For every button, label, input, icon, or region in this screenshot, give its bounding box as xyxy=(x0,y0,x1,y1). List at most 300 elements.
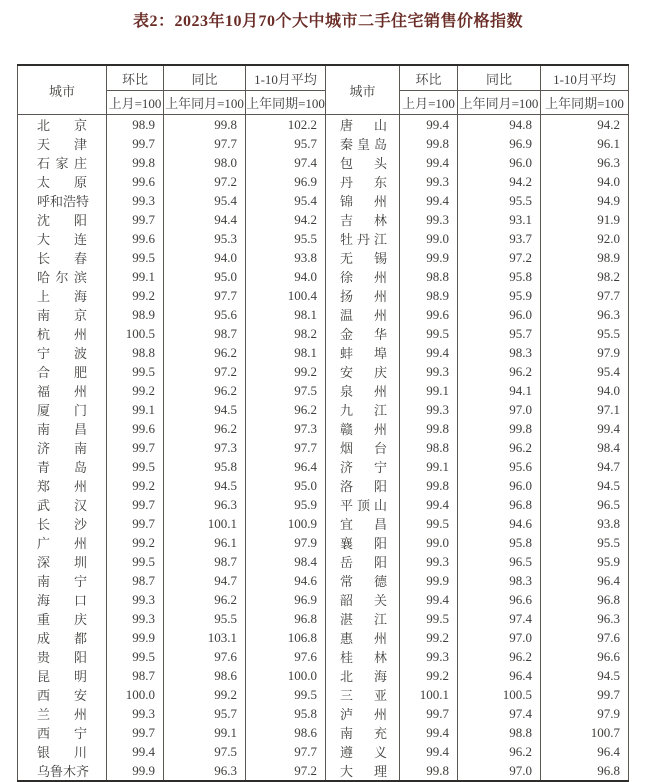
avg-value-cell: 99.2 xyxy=(246,362,326,381)
mom-value-cell: 99.4 xyxy=(107,742,164,761)
header-city-left: 城市 xyxy=(18,65,107,115)
city-name: 郑 州 xyxy=(37,479,87,494)
city-name: 秦 皇 岛 xyxy=(340,137,387,152)
table-row xyxy=(18,248,629,267)
yoy-value-cell: 95.7 xyxy=(458,324,541,343)
city-cell xyxy=(18,666,107,685)
mom-value-cell: 99.4 xyxy=(400,343,458,362)
city-name: 九 江 xyxy=(340,403,387,418)
avg-value-cell: 96.9 xyxy=(246,590,326,609)
yoy-value-cell: 98.7 xyxy=(164,552,246,571)
mom-value-cell: 99.3 xyxy=(400,172,458,191)
mom-value-cell: 100.1 xyxy=(400,685,458,704)
mom-value-cell: 99.5 xyxy=(400,324,458,343)
table-row xyxy=(18,115,629,135)
table-row xyxy=(18,723,629,742)
avg-value-cell: 94.2 xyxy=(541,115,629,135)
city-cell xyxy=(18,229,107,248)
city-cell xyxy=(18,761,107,781)
yoy-value-cell: 96.1 xyxy=(164,533,246,552)
yoy-value-cell: 96.2 xyxy=(164,381,246,400)
city-cell xyxy=(326,685,400,704)
mom-value-cell: 99.6 xyxy=(400,305,458,324)
avg-value-cell: 93.8 xyxy=(541,514,629,533)
avg-value-cell: 98.9 xyxy=(541,248,629,267)
city-cell xyxy=(18,419,107,438)
mom-value-cell: 99.8 xyxy=(400,134,458,153)
avg-value-cell: 100.0 xyxy=(246,666,326,685)
city-cell xyxy=(18,514,107,533)
city-name: 大 连 xyxy=(37,232,87,247)
yoy-value-cell: 94.2 xyxy=(458,172,541,191)
city-name: 吉 林 xyxy=(340,213,387,228)
mom-value-cell: 99.7 xyxy=(107,723,164,742)
mom-value-cell: 99.4 xyxy=(400,153,458,172)
table-row xyxy=(18,343,629,362)
mom-value-cell: 99.8 xyxy=(107,153,164,172)
avg-value-cell: 95.9 xyxy=(541,552,629,571)
city-cell xyxy=(18,381,107,400)
mom-value-cell: 99.5 xyxy=(400,609,458,628)
city-cell xyxy=(326,438,400,457)
city-name: 深 圳 xyxy=(37,555,87,570)
avg-value-cell: 94.0 xyxy=(246,267,326,286)
yoy-value-cell: 96.0 xyxy=(458,476,541,495)
city-cell xyxy=(18,628,107,647)
table-row xyxy=(18,153,629,172)
city-name: 南 昌 xyxy=(37,422,87,437)
city-cell xyxy=(18,685,107,704)
city-cell xyxy=(18,210,107,229)
city-name: 宁 波 xyxy=(37,346,87,361)
avg-value-cell: 96.6 xyxy=(541,647,629,666)
avg-value-cell: 95.0 xyxy=(246,476,326,495)
city-name: 广 州 xyxy=(37,536,87,551)
avg-value-cell: 94.0 xyxy=(541,172,629,191)
header-yoy-base-left: 上年同月=100 xyxy=(164,91,246,115)
city-name: 海 口 xyxy=(37,593,87,608)
yoy-value-cell: 95.9 xyxy=(458,286,541,305)
city-name: 贵 阳 xyxy=(37,650,87,665)
avg-value-cell: 94.5 xyxy=(541,666,629,685)
city-name: 福 州 xyxy=(37,384,87,399)
city-cell xyxy=(326,134,400,153)
mom-value-cell: 99.5 xyxy=(400,514,458,533)
table-row xyxy=(18,419,629,438)
city-name: 金 华 xyxy=(340,327,387,342)
avg-value-cell: 96.4 xyxy=(541,742,629,761)
table-row xyxy=(18,761,629,781)
table-row xyxy=(18,476,629,495)
city-name: 长 春 xyxy=(37,251,87,266)
city-name: 桂 林 xyxy=(340,650,387,665)
mom-value-cell: 99.8 xyxy=(400,761,458,781)
mom-value-cell: 99.7 xyxy=(107,495,164,514)
mom-value-cell: 99.7 xyxy=(107,134,164,153)
mom-value-cell: 99.4 xyxy=(400,115,458,135)
mom-value-cell: 99.4 xyxy=(400,723,458,742)
city-cell xyxy=(18,495,107,514)
avg-value-cell: 94.9 xyxy=(541,191,629,210)
city-cell xyxy=(18,248,107,267)
city-cell xyxy=(326,191,400,210)
yoy-value-cell: 99.2 xyxy=(164,685,246,704)
mom-value-cell: 98.7 xyxy=(107,666,164,685)
mom-value-cell: 99.5 xyxy=(107,248,164,267)
avg-value-cell: 97.6 xyxy=(246,647,326,666)
header-row-bases xyxy=(18,91,629,115)
avg-value-cell: 93.8 xyxy=(246,248,326,267)
avg-value-cell: 96.8 xyxy=(246,609,326,628)
city-cell xyxy=(326,229,400,248)
city-name: 天 津 xyxy=(37,137,87,152)
yoy-value-cell: 94.5 xyxy=(164,476,246,495)
avg-value-cell: 99.4 xyxy=(541,419,629,438)
city-cell xyxy=(18,191,107,210)
city-cell xyxy=(326,419,400,438)
city-cell xyxy=(326,704,400,723)
city-cell xyxy=(326,286,400,305)
city-cell xyxy=(326,609,400,628)
city-cell xyxy=(326,153,400,172)
city-name: 杭 州 xyxy=(37,327,87,342)
mom-value-cell: 99.2 xyxy=(107,381,164,400)
yoy-value-cell: 96.4 xyxy=(458,666,541,685)
city-name: 惠 州 xyxy=(340,631,387,646)
table-row xyxy=(18,381,629,400)
avg-value-cell: 98.4 xyxy=(541,438,629,457)
yoy-value-cell: 94.8 xyxy=(458,115,541,135)
city-cell xyxy=(18,476,107,495)
yoy-value-cell: 95.5 xyxy=(458,191,541,210)
table-row xyxy=(18,191,629,210)
yoy-value-cell: 98.6 xyxy=(164,666,246,685)
avg-value-cell: 96.1 xyxy=(541,134,629,153)
city-name: 洛 阳 xyxy=(340,479,387,494)
avg-value-cell: 100.7 xyxy=(541,723,629,742)
avg-value-cell: 98.2 xyxy=(541,267,629,286)
avg-value-cell: 95.4 xyxy=(246,191,326,210)
yoy-value-cell: 95.6 xyxy=(164,305,246,324)
yoy-value-cell: 97.0 xyxy=(458,400,541,419)
avg-value-cell: 98.1 xyxy=(246,305,326,324)
yoy-value-cell: 96.0 xyxy=(458,305,541,324)
city-name: 长 沙 xyxy=(37,517,87,532)
yoy-value-cell: 98.8 xyxy=(458,723,541,742)
city-cell xyxy=(18,704,107,723)
table-row xyxy=(18,305,629,324)
table-row xyxy=(18,552,629,571)
avg-value-cell: 94.6 xyxy=(246,571,326,590)
mom-value-cell: 98.8 xyxy=(400,267,458,286)
yoy-value-cell: 100.5 xyxy=(458,685,541,704)
yoy-value-cell: 96.3 xyxy=(164,761,246,781)
header-mom-base-right: 上月=100 xyxy=(400,91,458,115)
mom-value-cell: 99.9 xyxy=(400,571,458,590)
city-cell xyxy=(326,343,400,362)
avg-value-cell: 97.4 xyxy=(246,153,326,172)
yoy-value-cell: 97.2 xyxy=(164,172,246,191)
mom-value-cell: 99.2 xyxy=(107,286,164,305)
mom-value-cell: 99.5 xyxy=(107,552,164,571)
avg-value-cell: 102.2 xyxy=(246,115,326,135)
avg-value-cell: 97.1 xyxy=(541,400,629,419)
mom-value-cell: 98.8 xyxy=(107,343,164,362)
city-cell xyxy=(18,286,107,305)
mom-value-cell: 99.2 xyxy=(400,666,458,685)
city-name: 西 安 xyxy=(37,688,87,703)
yoy-value-cell: 97.0 xyxy=(458,628,541,647)
city-cell xyxy=(18,305,107,324)
yoy-value-cell: 98.3 xyxy=(458,343,541,362)
yoy-value-cell: 96.0 xyxy=(458,153,541,172)
city-name: 丹 东 xyxy=(340,175,387,190)
yoy-value-cell: 95.8 xyxy=(458,533,541,552)
city-cell xyxy=(18,723,107,742)
page xyxy=(0,8,656,779)
mom-value-cell: 99.3 xyxy=(107,590,164,609)
city-name: 南 充 xyxy=(340,726,387,741)
mom-value-cell: 99.5 xyxy=(107,457,164,476)
avg-value-cell: 97.6 xyxy=(541,628,629,647)
city-name: 安 庆 xyxy=(340,365,387,380)
avg-value-cell: 100.9 xyxy=(246,514,326,533)
avg-value-cell: 96.3 xyxy=(541,153,629,172)
avg-value-cell: 98.6 xyxy=(246,723,326,742)
city-cell xyxy=(18,552,107,571)
city-name: 襄 阳 xyxy=(340,536,387,551)
table-row xyxy=(18,362,629,381)
avg-value-cell: 96.4 xyxy=(541,571,629,590)
city-cell xyxy=(326,533,400,552)
yoy-value-cell: 96.2 xyxy=(458,742,541,761)
city-cell xyxy=(326,761,400,781)
city-cell xyxy=(326,514,400,533)
city-name: 重 庆 xyxy=(37,612,87,627)
yoy-value-cell: 96.2 xyxy=(164,419,246,438)
city-name: 石 家 庄 xyxy=(37,156,87,171)
yoy-value-cell: 94.6 xyxy=(458,514,541,533)
mom-value-cell: 99.5 xyxy=(107,362,164,381)
avg-value-cell: 98.4 xyxy=(246,552,326,571)
city-name: 大 理 xyxy=(340,764,387,779)
city-cell xyxy=(326,324,400,343)
city-name: 哈 尔 滨 xyxy=(37,270,87,285)
city-name: 常 德 xyxy=(340,574,387,589)
yoy-value-cell: 99.8 xyxy=(164,115,246,135)
mom-value-cell: 99.4 xyxy=(400,590,458,609)
city-name: 牡 丹 江 xyxy=(340,232,387,247)
city-name: 西 宁 xyxy=(37,726,87,741)
city-name: 青 岛 xyxy=(37,460,87,475)
yoy-value-cell: 96.2 xyxy=(164,590,246,609)
city-cell xyxy=(18,571,107,590)
city-name: 温 州 xyxy=(340,308,387,323)
yoy-value-cell: 95.0 xyxy=(164,267,246,286)
mom-value-cell: 99.0 xyxy=(400,533,458,552)
yoy-value-cell: 100.1 xyxy=(164,514,246,533)
yoy-value-cell: 97.4 xyxy=(458,704,541,723)
avg-value-cell: 96.4 xyxy=(246,457,326,476)
mom-value-cell: 99.1 xyxy=(400,381,458,400)
avg-value-cell: 99.5 xyxy=(246,685,326,704)
yoy-value-cell: 99.8 xyxy=(458,419,541,438)
city-name: 乌 鲁 木 齐 xyxy=(37,764,90,779)
city-cell xyxy=(326,172,400,191)
city-name: 北 海 xyxy=(340,669,387,684)
header-avg-base-right: 上年同期=100 xyxy=(541,91,629,115)
avg-value-cell: 97.3 xyxy=(246,419,326,438)
city-cell xyxy=(326,571,400,590)
table-row xyxy=(18,286,629,305)
city-cell xyxy=(326,305,400,324)
header-mom-left: 环比 xyxy=(107,65,164,91)
city-name: 兰 州 xyxy=(37,707,87,722)
mom-value-cell: 98.9 xyxy=(107,115,164,135)
yoy-value-cell: 95.8 xyxy=(458,267,541,286)
avg-value-cell: 95.5 xyxy=(541,324,629,343)
city-name: 烟 台 xyxy=(340,441,387,456)
city-cell xyxy=(18,609,107,628)
mom-value-cell: 99.6 xyxy=(107,172,164,191)
yoy-value-cell: 96.6 xyxy=(458,590,541,609)
table-row xyxy=(18,210,629,229)
avg-value-cell: 95.8 xyxy=(246,704,326,723)
header-mom-base-left: 上月=100 xyxy=(107,91,164,115)
yoy-value-cell: 97.2 xyxy=(164,362,246,381)
table-title: 表2：2023年10月70个大中城市二手住宅销售价格指数 xyxy=(132,13,523,30)
avg-value-cell: 97.7 xyxy=(246,438,326,457)
yoy-value-cell: 94.7 xyxy=(164,571,246,590)
mom-value-cell: 99.2 xyxy=(107,476,164,495)
avg-value-cell: 99.7 xyxy=(541,685,629,704)
mom-value-cell: 99.3 xyxy=(107,609,164,628)
city-name: 平 顶 山 xyxy=(340,498,387,513)
avg-value-cell: 95.9 xyxy=(246,495,326,514)
avg-value-cell: 96.8 xyxy=(541,761,629,781)
mom-value-cell: 99.3 xyxy=(107,191,164,210)
yoy-value-cell: 94.0 xyxy=(164,248,246,267)
city-cell xyxy=(326,590,400,609)
table-row xyxy=(18,647,629,666)
city-name: 厦 门 xyxy=(37,403,87,418)
yoy-value-cell: 93.7 xyxy=(458,229,541,248)
city-cell xyxy=(326,381,400,400)
city-name: 呼 和 浩 特 xyxy=(37,194,90,209)
mom-value-cell: 98.8 xyxy=(400,438,458,457)
yoy-value-cell: 96.2 xyxy=(458,647,541,666)
city-cell xyxy=(18,153,107,172)
city-cell xyxy=(18,647,107,666)
city-name: 湛 江 xyxy=(340,612,387,627)
avg-value-cell: 96.9 xyxy=(246,172,326,191)
city-cell xyxy=(18,400,107,419)
yoy-value-cell: 96.2 xyxy=(458,362,541,381)
city-name: 扬 州 xyxy=(340,289,387,304)
header-avg-right: 1-10月平均 xyxy=(541,65,629,91)
city-cell xyxy=(326,628,400,647)
mom-value-cell: 98.7 xyxy=(107,571,164,590)
city-name: 唐 山 xyxy=(340,118,387,133)
city-name: 赣 州 xyxy=(340,422,387,437)
city-cell xyxy=(18,324,107,343)
city-cell xyxy=(18,172,107,191)
yoy-value-cell: 97.2 xyxy=(458,248,541,267)
table-row xyxy=(18,628,629,647)
yoy-value-cell: 96.2 xyxy=(458,438,541,457)
city-cell xyxy=(18,267,107,286)
city-name: 济 宁 xyxy=(340,460,387,475)
city-name: 锦 州 xyxy=(340,194,387,209)
table-row xyxy=(18,324,629,343)
mom-value-cell: 99.3 xyxy=(400,647,458,666)
city-name: 遵 义 xyxy=(340,745,387,760)
yoy-value-cell: 97.5 xyxy=(164,742,246,761)
avg-value-cell: 106.8 xyxy=(246,628,326,647)
city-cell xyxy=(18,362,107,381)
mom-value-cell: 99.9 xyxy=(400,248,458,267)
mom-value-cell: 99.1 xyxy=(107,400,164,419)
city-name: 南 京 xyxy=(37,308,87,323)
avg-value-cell: 97.9 xyxy=(541,343,629,362)
yoy-value-cell: 95.6 xyxy=(458,457,541,476)
avg-value-cell: 94.7 xyxy=(541,457,629,476)
mom-value-cell: 98.9 xyxy=(400,286,458,305)
city-cell xyxy=(18,134,107,153)
city-cell xyxy=(326,476,400,495)
city-name: 合 肥 xyxy=(37,365,87,380)
mom-value-cell: 99.7 xyxy=(107,210,164,229)
city-name: 昆 明 xyxy=(37,669,87,684)
mom-value-cell: 100.0 xyxy=(107,685,164,704)
table-row xyxy=(18,609,629,628)
yoy-value-cell: 96.2 xyxy=(164,343,246,362)
city-cell xyxy=(18,115,107,135)
city-cell xyxy=(18,343,107,362)
city-name: 济 南 xyxy=(37,441,87,456)
city-cell xyxy=(18,533,107,552)
city-cell xyxy=(326,362,400,381)
yoy-value-cell: 95.3 xyxy=(164,229,246,248)
header-yoy-right: 同比 xyxy=(458,65,541,91)
city-cell xyxy=(18,590,107,609)
yoy-value-cell: 103.1 xyxy=(164,628,246,647)
yoy-value-cell: 93.1 xyxy=(458,210,541,229)
mom-value-cell: 99.0 xyxy=(400,229,458,248)
mom-value-cell: 99.3 xyxy=(400,400,458,419)
city-name: 武 汉 xyxy=(37,498,87,513)
city-cell xyxy=(326,723,400,742)
header-yoy-left: 同比 xyxy=(164,65,246,91)
mom-value-cell: 99.4 xyxy=(400,191,458,210)
city-name: 银 川 xyxy=(37,745,87,760)
table-row xyxy=(18,457,629,476)
table-row xyxy=(18,172,629,191)
avg-value-cell: 97.7 xyxy=(541,286,629,305)
mom-value-cell: 98.9 xyxy=(107,305,164,324)
mom-value-cell: 99.3 xyxy=(400,552,458,571)
table-row xyxy=(18,590,629,609)
table-row xyxy=(18,571,629,590)
yoy-value-cell: 95.4 xyxy=(164,191,246,210)
city-cell xyxy=(18,457,107,476)
city-name: 徐 州 xyxy=(340,270,387,285)
mom-value-cell: 99.7 xyxy=(400,704,458,723)
city-name: 成 都 xyxy=(37,631,87,646)
mom-value-cell: 99.9 xyxy=(107,761,164,781)
header-city-right: 城市 xyxy=(326,65,400,115)
yoy-value-cell: 95.7 xyxy=(164,704,246,723)
